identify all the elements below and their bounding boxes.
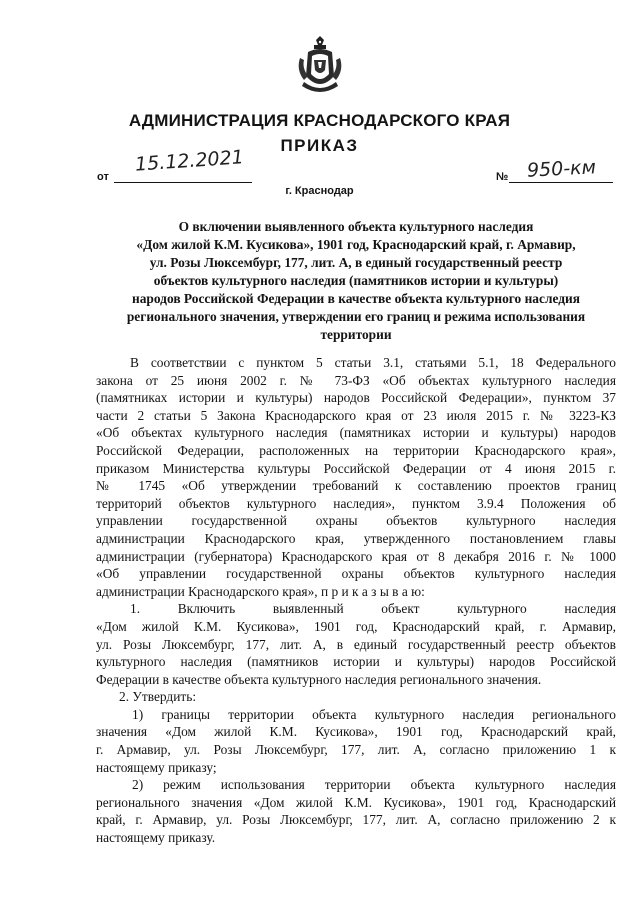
coat-of-arms-emblem	[296, 36, 344, 98]
number-prefix: №	[496, 171, 509, 183]
date-underline	[114, 182, 252, 183]
body-line: «Об объектах культурного наследия (памятниках истории и культуры) народов	[96, 425, 616, 441]
body-line: управлении государственной охраны объектов культурного наследия	[96, 513, 616, 529]
body-line: приказом Министерства культуры Российской Федерации от 4 июня 2015 г.	[96, 460, 616, 476]
document-type: ПРИКАЗ	[280, 136, 359, 155]
title-line: объектов культурного наследия (памятников истории и культуры)	[153, 273, 559, 288]
body-line: «Дом жилой К.М. Кусикова», 1901 год, Краснодарский край, г. Армавир,	[96, 618, 616, 634]
title-line: народов Российской Федерации в качестве объекта культурного наследия	[132, 291, 580, 306]
handwritten-number: 950-км	[526, 156, 597, 182]
body-line: регионального значения «Дом жилой К.М. Кусикова», 1901 год, Краснодарский	[96, 794, 616, 810]
body-line: край, г. Армавир, ул. Розы Люксембург, 177, лит. А, согласно приложению 2 к	[96, 812, 616, 828]
body-line: территорий объектов культурного наследия», пунктом 3.9.4 Положения об	[96, 495, 616, 511]
body-line: 1. Включить выявленный объект культурного наследия	[130, 601, 616, 617]
body-line: культурного наследия (памятников истории и культуры) народов Российской	[96, 654, 616, 670]
body-line: Российской Федерации, расположенных на территории Краснодарского края»,	[96, 442, 616, 458]
handwritten-date: 15.12.2021	[134, 146, 245, 176]
title-line: территории	[320, 327, 392, 342]
body-line: части 2 статьи 5 Закона Краснодарского края от 23 июля 2015 г. № 3223-КЗ	[96, 407, 616, 423]
body-line: 2) режим использования территории объекта культурного наследия	[132, 777, 616, 793]
body-line: (памятниках истории и культуры) народов Российской Федерации», пунктом 37	[96, 390, 616, 406]
body-line: администрации Краснодарского края», п р и к а з ы в а ю:	[96, 583, 425, 599]
title-line: «Дом жилой К.М. Кусикова», 1901 год, Краснодарский край, г. Армавир,	[136, 237, 576, 252]
body-line: Федерации в качестве объекта культурного наследия регионального значения.	[96, 671, 542, 687]
body-line: закона от 25 июня 2002 г. № 73-ФЗ «Об объектах культурного наследия	[96, 372, 616, 388]
body-line: г. Армавир, ул. Розы Люксембург, 177, лит. А, согласно приложению 1 к	[96, 742, 616, 758]
organization-name: АДМИНИСТРАЦИЯ КРАСНОДАРСКОГО КРАЯ	[128, 111, 511, 130]
body-line: администрации Краснодарского края, утвержденного постановлением главы	[96, 530, 616, 546]
body-line: 1) границы территории объекта культурного наследия регионального	[132, 706, 616, 722]
document-title	[96, 218, 616, 344]
body-line: В соответствии с пунктом 5 статьи 3.1, статьями 5.1, 18 Федерального	[130, 355, 616, 370]
body-line: настоящему приказу.	[96, 830, 216, 846]
number-underline	[509, 182, 613, 183]
body-line: значения «Дом жилой К.М. Кусикова», 1901 год, Краснодарский край,	[96, 724, 616, 740]
city: г. Краснодар	[285, 185, 354, 197]
title-line: ул. Розы Люксембург, 177, лит. А, в единый государственный реестр	[149, 255, 563, 270]
title-line: регионального значения, утверждении его границ и режима использования	[126, 309, 586, 324]
title-line: О включении выявленного объекта культурного наследия	[178, 219, 534, 234]
body-line: администрации (губернатора) Краснодарского края от 8 декабря 2016 г. № 1000	[96, 548, 616, 564]
body-line: настоящему приказу;	[96, 759, 217, 775]
body-line: ул. Розы Люксембург, 177, лит. А, в единый государственный реестр объектов	[96, 636, 616, 652]
body-line: № 1745 «Об утверждении требований к составлению проектов границ	[96, 478, 616, 494]
body-line: 2. Утвердить:	[119, 689, 197, 705]
date-prefix: от	[97, 171, 109, 183]
body-line: «Об управлении государственной охраны объектов культурного наследия	[96, 566, 616, 582]
document-body	[96, 354, 616, 847]
